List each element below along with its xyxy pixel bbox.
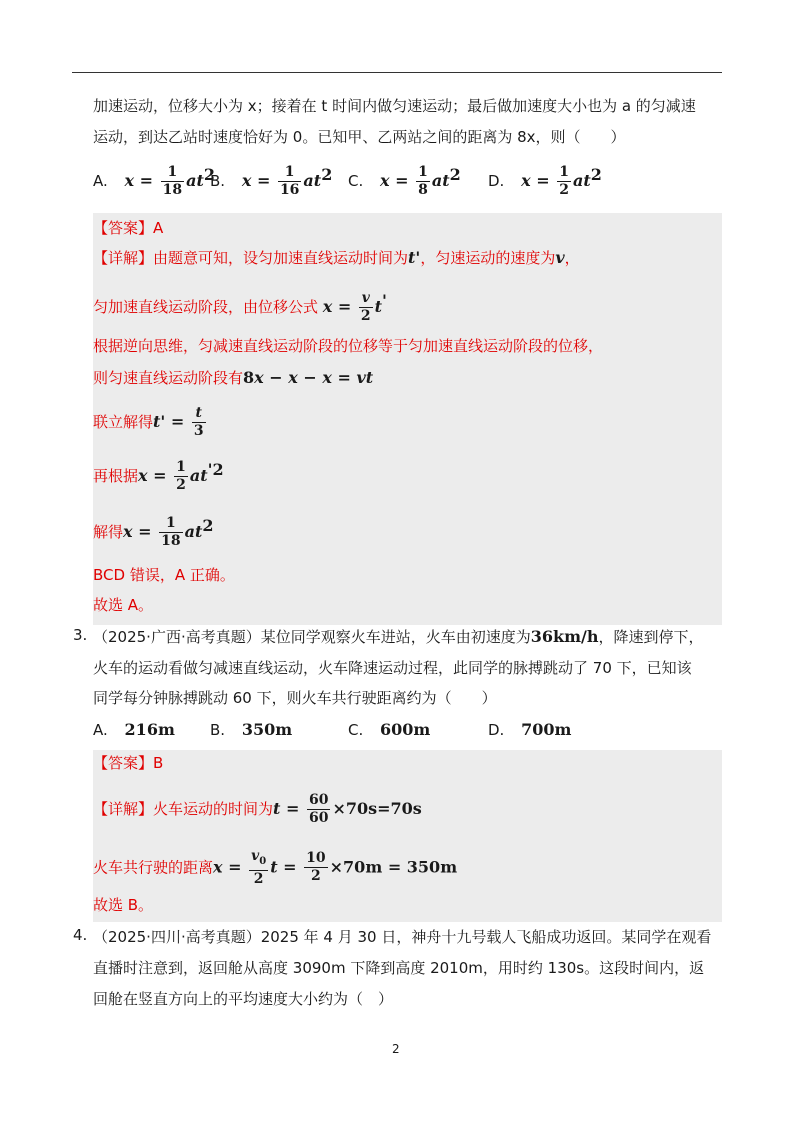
option-label: D. [488,721,505,739]
q2-option-d: D. x = $\frac{1}{2}$ $at^2$ [488,164,602,198]
q2-option-a: A. x = $\frac{1}{18}$ $at^2$ [93,164,216,198]
q2-detail-line5: 联立解得t' = $\frac{t}{3}$ [93,405,204,439]
q2-detail-line4: 则匀速直线运动阶段有8x − x − x = vt [93,368,374,387]
q3-answer: 【答案】B [93,754,164,772]
q2-detail-line2: 匀加速直线运动阶段，由位移公式 x = $\frac{v}{2}$ t' [93,290,387,324]
fraction: $\frac{1}{2}$ [559,164,569,198]
q2-detail-line9: 故选 A。 [93,596,154,614]
q3-stem-line1: （2025·广西·高考真题）某位同学观察火车进站，火车由初速度为36km/h，降速到停下， [93,627,704,646]
q4-stem-line2: 直播时注意到，返回舱从高度 3090m 下降到高度 2010m，用时约 130s。这段时间内，返 [93,959,705,977]
q2-detail-line3: 根据逆向思维，匀减速直线运动阶段的位移等于匀加速直线运动阶段的位移， [93,337,604,355]
q3-option-b: B. 350m [210,720,293,739]
fraction: $\frac{v_0}{2}$ [251,848,267,887]
q2-option-b: B. x = $\frac{1}{16}$ $at^2$ [210,164,333,198]
option-label: B. [210,721,226,739]
q3-number: 3. [73,626,88,644]
q3-solution-box [93,750,722,922]
q2-stem-line1: 加速运动，位移大小为 x；接着在 t 时间内做匀速运动；最后做加速度大小也为 a 的匀减速 [93,97,696,115]
option-label: B. [210,172,226,190]
q2-detail-line7: 解得x = $\frac{1}{18}$ $at^2$ [93,515,214,549]
option-label: A. [93,721,108,739]
q4-stem-line1: （2025·四川·高考真题）2025 年 4 月 30 日，神舟十九号载人飞船成功返回。某同学在观看 [93,928,712,946]
q3-option-c: C. 600m [348,720,431,739]
q2-option-c: C. x = $\frac{1}{8}$ $at^2$ [348,164,461,198]
detail-label: 【详解】 [93,800,154,818]
fraction: $\frac{1}{8}$ [418,164,428,198]
option-label: D. [488,172,505,190]
q3-option-d: D. 700m [488,720,572,739]
q2-detail-line8: BCD 错误，A 正确。 [93,566,235,584]
fraction: $\frac{60}{60}$ [308,792,329,826]
q2-stem-line2: 运动，到达乙站时速度恰好为 0。已知甲、乙两站之间的距离为 8x，则（ ） [93,128,626,146]
option-label: C. [348,172,364,190]
fraction: $\frac{1}{18}$ [161,515,181,549]
fraction: $\frac{v}{2}$ [360,290,371,324]
q3-detail-line3: 故选 B。 [93,896,154,914]
q4-number: 4. [73,926,88,944]
header-rule [72,72,722,73]
fraction: $\frac{1}{16}$ [279,164,300,198]
q3-detail-line2: 火车共行驶的距离x = $\frac{v_0}{2}$ t = $\frac{10}{2}$ ×70m = 350m [93,848,458,887]
q4-stem-line3: 回舱在竖直方向上的平均速度大小约为（ ） [93,990,394,1008]
q2-detail-line6: 再根据x = $\frac{1}{2}$ $at^{'2}$ [93,459,224,493]
q3-stem-line3: 同学每分钟脉搏跳动 60 下，则火车共行驶距离约为（ ） [93,689,497,707]
page-number: 2 [392,1042,400,1056]
q2-detail-line1: 【详解】由题意可知，设匀加速直线运动时间为t'，匀速运动的速度为v， [93,248,580,267]
option-label: A. [93,172,108,190]
fraction: $\frac{1}{2}$ [176,459,186,493]
q3-option-a: A. 216m [93,720,175,739]
option-label: C. [348,721,364,739]
detail-label: 【详解】 [93,249,154,267]
q2-answer: 【答案】A [93,219,164,237]
fraction: $\frac{t}{3}$ [193,405,204,439]
fraction: $\frac{1}{18}$ [162,164,183,198]
fraction: $\frac{10}{2}$ [306,850,326,885]
q3-stem-line2: 火车的运动看做匀减速直线运动，火车降速运动过程，此同学的脉搏跳动了 70 下，已知该 [93,659,692,677]
q3-detail-line1: 【详解】火车运动的时间为t = $\frac{60}{60}$ ×70s=70s [93,792,422,826]
